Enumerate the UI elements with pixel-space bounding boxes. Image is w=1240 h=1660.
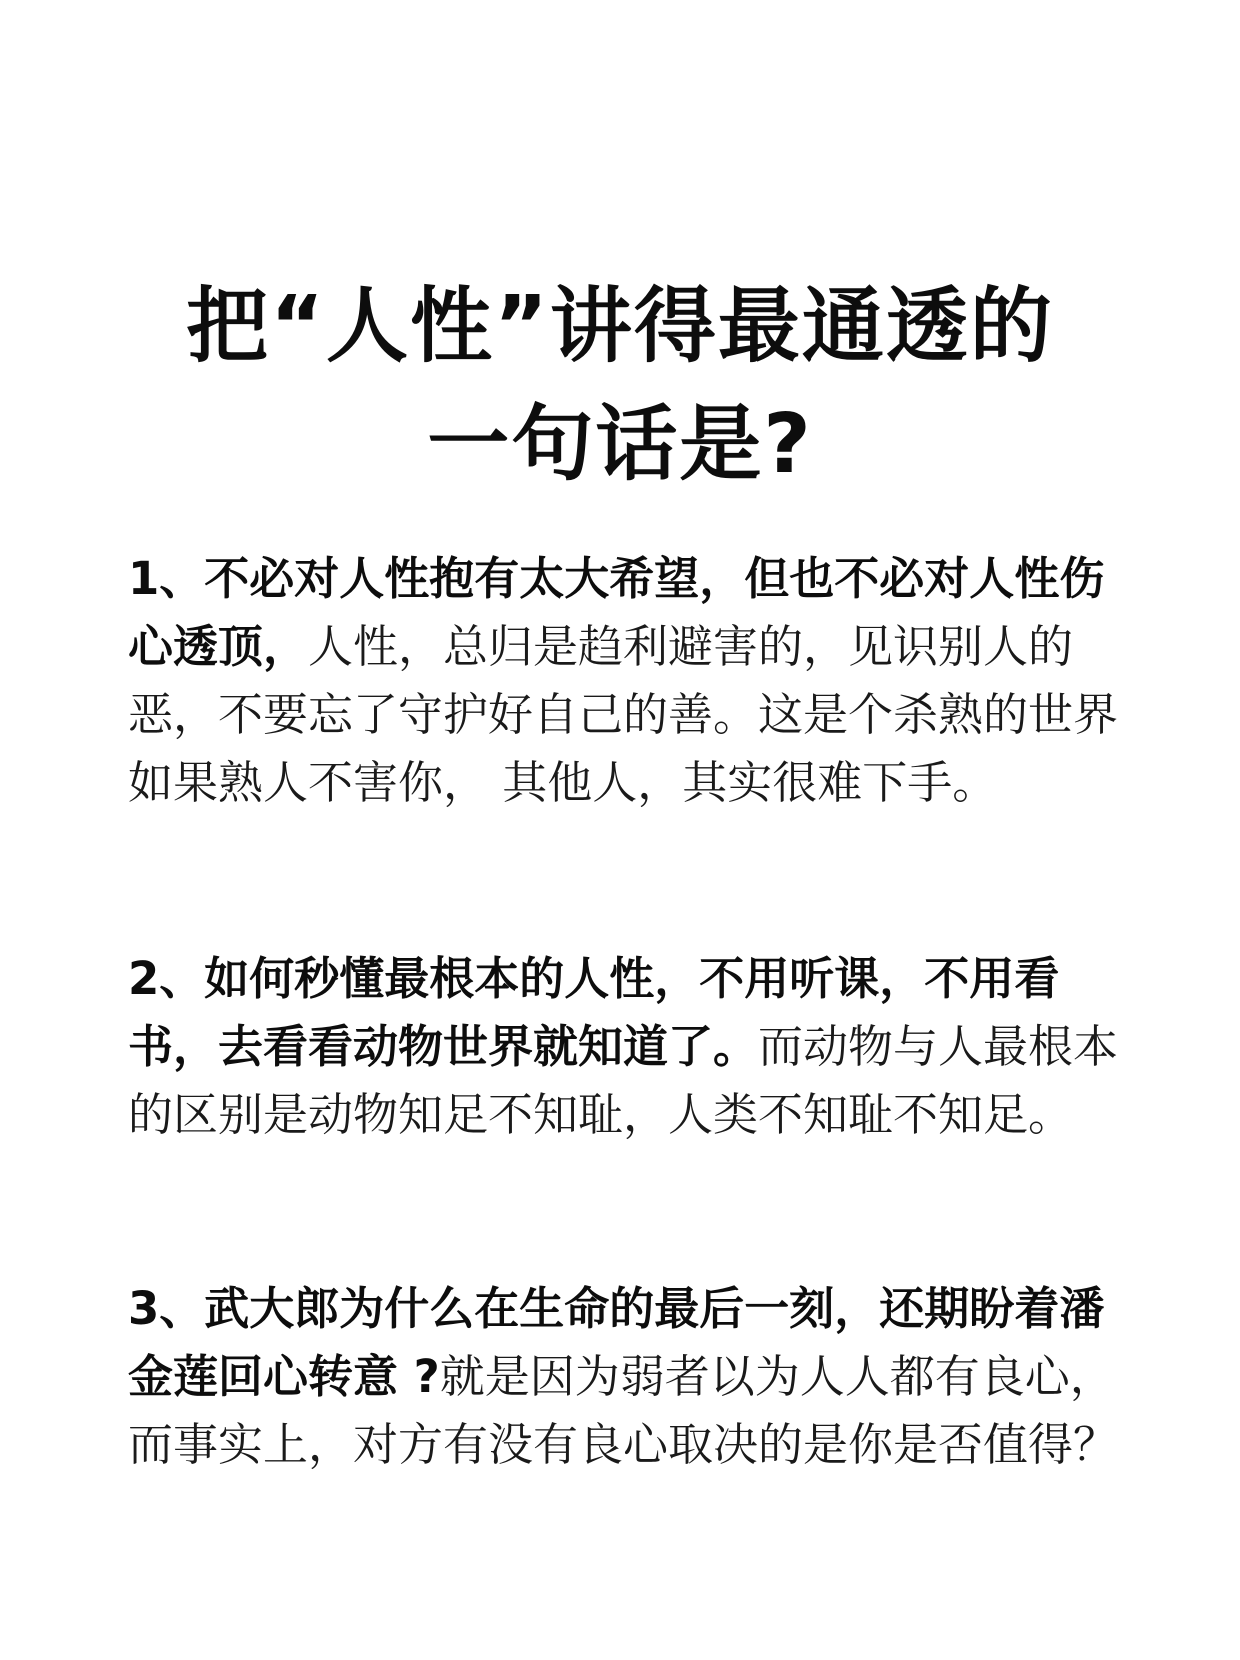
title-line-2: 一句话是?: [427, 397, 813, 492]
section-2-paragraph: [128, 945, 1128, 1149]
section-1-body-text: 人性，总归是趋利避害的，见识别人的恶，不要忘了守护好自己的善。这是个杀熟的世界如果熟人不害你， 其他人，其实很难下手。: [128, 620, 1119, 809]
section-1-bold-text: 1、不必对人性抱有太大希望，但也不必对人性伤心透顶，: [128, 552, 1105, 673]
section-3-bold-text: 3、武大郎为什么在生命的最后一刻，还期盼着潘金莲回心转意 ?: [128, 1282, 1105, 1403]
title-line-1: 把“人性”讲得最通透的: [186, 279, 1054, 374]
section-1-paragraph: [128, 545, 1128, 817]
page-title: [60, 268, 1180, 504]
section-2-body-text: 而动物与人最根本的区别是动物知足不知耻，人类不知耻不知足。: [128, 1020, 1119, 1141]
section-2-bold-text: 2、如何秒懂最根本的人性，不用听课，不用看书，去看看动物世界就知道了。: [128, 952, 1060, 1073]
section-3-body-text: 就是因为弱者以为人人都有良心，而事实上，对方有没有良心取决的是你是否值得？: [128, 1350, 1119, 1471]
section-3-paragraph: [128, 1275, 1128, 1479]
